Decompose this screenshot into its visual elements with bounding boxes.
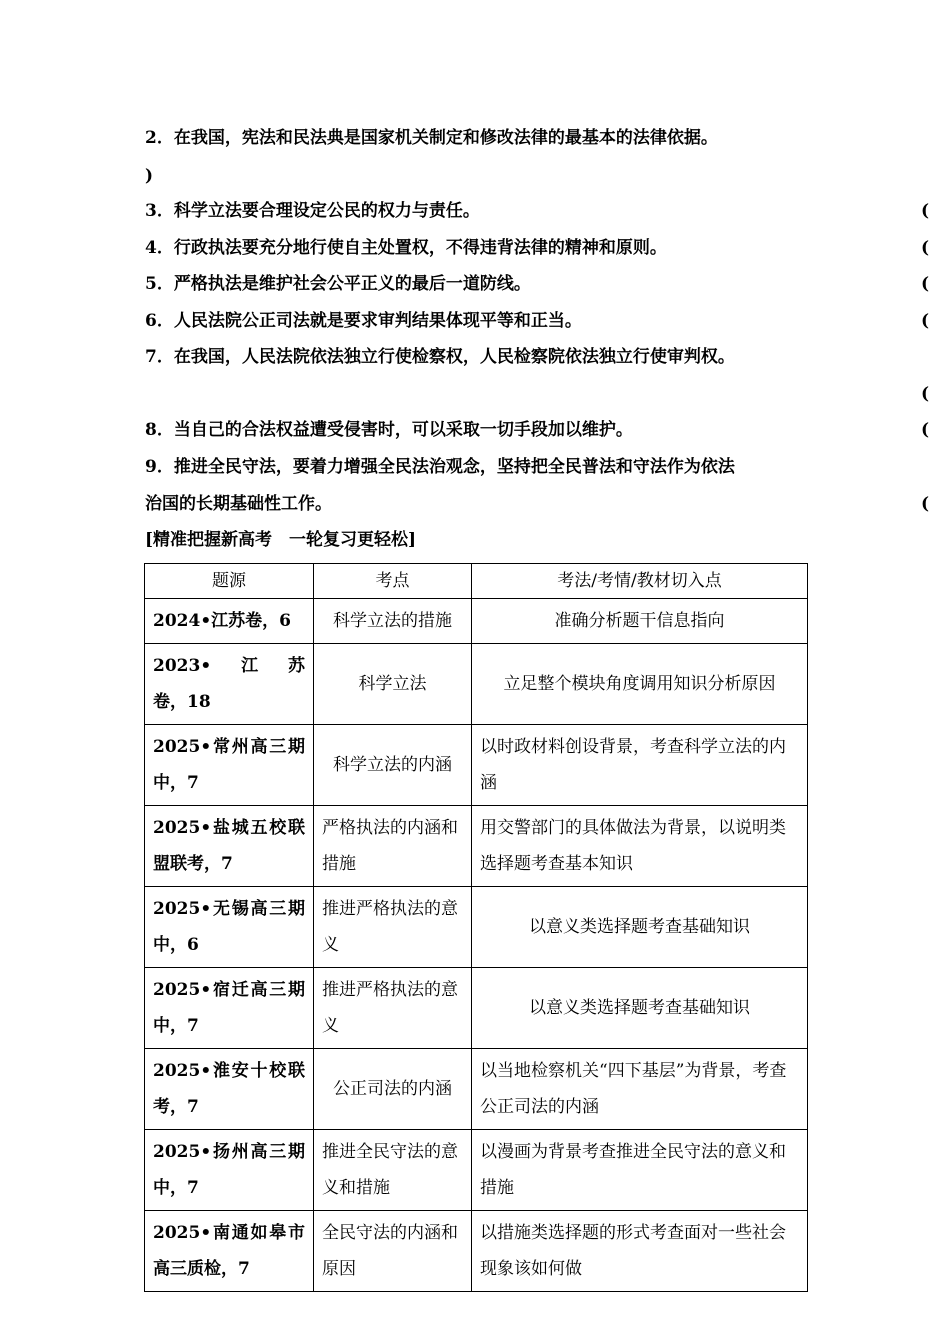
cell-approach: 用交警部门的具体做法为背景，以说明类选择题考查基本知识 bbox=[472, 806, 808, 887]
cell-source: 2025•盐城五校联盟联考，7 bbox=[145, 806, 314, 887]
question-2: 2．在我国，宪法和民法典是国家机关制定和修改法律的最基本的法律依据。 bbox=[145, 128, 718, 148]
cell-source: 2025•淮安十校联考，7 bbox=[145, 1049, 314, 1130]
table-row bbox=[145, 1049, 808, 1130]
question-8: 8．当自己的合法权益遭受侵害时，可以采取一切手段加以维护。 bbox=[145, 420, 633, 440]
cell-source: 2024•江苏卷，6 bbox=[145, 599, 314, 644]
table-row bbox=[145, 725, 808, 806]
cell-source: 2025•无锡高三期中，6 bbox=[145, 887, 314, 968]
cell-source: 2025•南通如皋市高三质检，7 bbox=[145, 1211, 314, 1292]
cell-topic: 科学立法 bbox=[314, 644, 472, 725]
cell-approach: 以当地检察机关“四下基层”为背景，考查公正司法的内涵 bbox=[472, 1049, 808, 1130]
table-header-row bbox=[145, 564, 808, 599]
cell-approach: 以意义类选择题考查基础知识 bbox=[472, 887, 808, 968]
section-heading: [精准把握新高考 一轮复习更轻松] bbox=[145, 530, 417, 550]
exam-source-table bbox=[144, 563, 808, 1292]
question-9-continued: 治国的长期基础性工作。 bbox=[145, 494, 332, 514]
cell-approach: 以漫画为背景考查推进全民守法的意义和措施 bbox=[472, 1130, 808, 1211]
header-topic: 考点 bbox=[314, 564, 472, 599]
cell-approach: 立足整个模块角度调用知识分析原因 bbox=[472, 644, 808, 725]
answer-paren: ( bbox=[921, 238, 930, 258]
answer-paren: ( bbox=[921, 311, 930, 331]
table-row bbox=[145, 1130, 808, 1211]
cell-source: 2025•宿迁高三期中，7 bbox=[145, 968, 314, 1049]
question-9: 9．推进全民守法，要着力增强全民法治观念，坚持把全民普法和守法作为依法 bbox=[145, 457, 735, 477]
cell-approach: 准确分析题干信息指向 bbox=[472, 599, 808, 644]
cell-topic: 推进严格执法的意义 bbox=[314, 968, 472, 1049]
table-row bbox=[145, 968, 808, 1049]
question-3: 3．科学立法要合理设定公民的权力与责任。 bbox=[145, 201, 480, 221]
cell-source: 2025•扬州高三期中，7 bbox=[145, 1130, 314, 1211]
cell-approach: 以措施类选择题的形式考查面对一些社会现象该如何做 bbox=[472, 1211, 808, 1292]
table-row bbox=[145, 599, 808, 644]
question-5: 5．严格执法是维护社会公平正义的最后一道防线。 bbox=[145, 274, 531, 294]
cell-topic: 科学立法的内涵 bbox=[314, 725, 472, 806]
cell-topic: 推进严格执法的意义 bbox=[314, 887, 472, 968]
answer-paren: ( bbox=[921, 274, 930, 294]
table-row bbox=[145, 644, 808, 725]
answer-paren: ( bbox=[921, 494, 930, 514]
answer-paren: ( bbox=[921, 201, 930, 221]
table-row bbox=[145, 806, 808, 887]
question-6: 6．人民法院公正司法就是要求审判结果体现平等和正当。 bbox=[145, 311, 582, 331]
question-2-paren: ) bbox=[145, 166, 154, 186]
cell-topic: 严格执法的内涵和措施 bbox=[314, 806, 472, 887]
header-approach: 考法/考情/教材切入点 bbox=[472, 564, 808, 599]
cell-topic: 科学立法的措施 bbox=[314, 599, 472, 644]
header-source: 题源 bbox=[145, 564, 314, 599]
cell-topic: 公正司法的内涵 bbox=[314, 1049, 472, 1130]
table-row bbox=[145, 1211, 808, 1292]
cell-topic: 推进全民守法的意义和措施 bbox=[314, 1130, 472, 1211]
cell-source: 2023• 江 苏卷，18 bbox=[145, 644, 314, 725]
question-4: 4．行政执法要充分地行使自主处置权，不得违背法律的精神和原则。 bbox=[145, 238, 667, 258]
answer-paren: ( bbox=[921, 420, 930, 440]
cell-approach: 以时政材料创设背景，考查科学立法的内涵 bbox=[472, 725, 808, 806]
answer-paren: ( bbox=[921, 384, 930, 404]
cell-approach: 以意义类选择题考查基础知识 bbox=[472, 968, 808, 1049]
table-row bbox=[145, 887, 808, 968]
question-7: 7．在我国，人民法院依法独立行使检察权，人民检察院依法独立行使审判权。 bbox=[145, 347, 735, 367]
cell-source: 2025•常州高三期中，7 bbox=[145, 725, 314, 806]
cell-topic: 全民守法的内涵和原因 bbox=[314, 1211, 472, 1292]
